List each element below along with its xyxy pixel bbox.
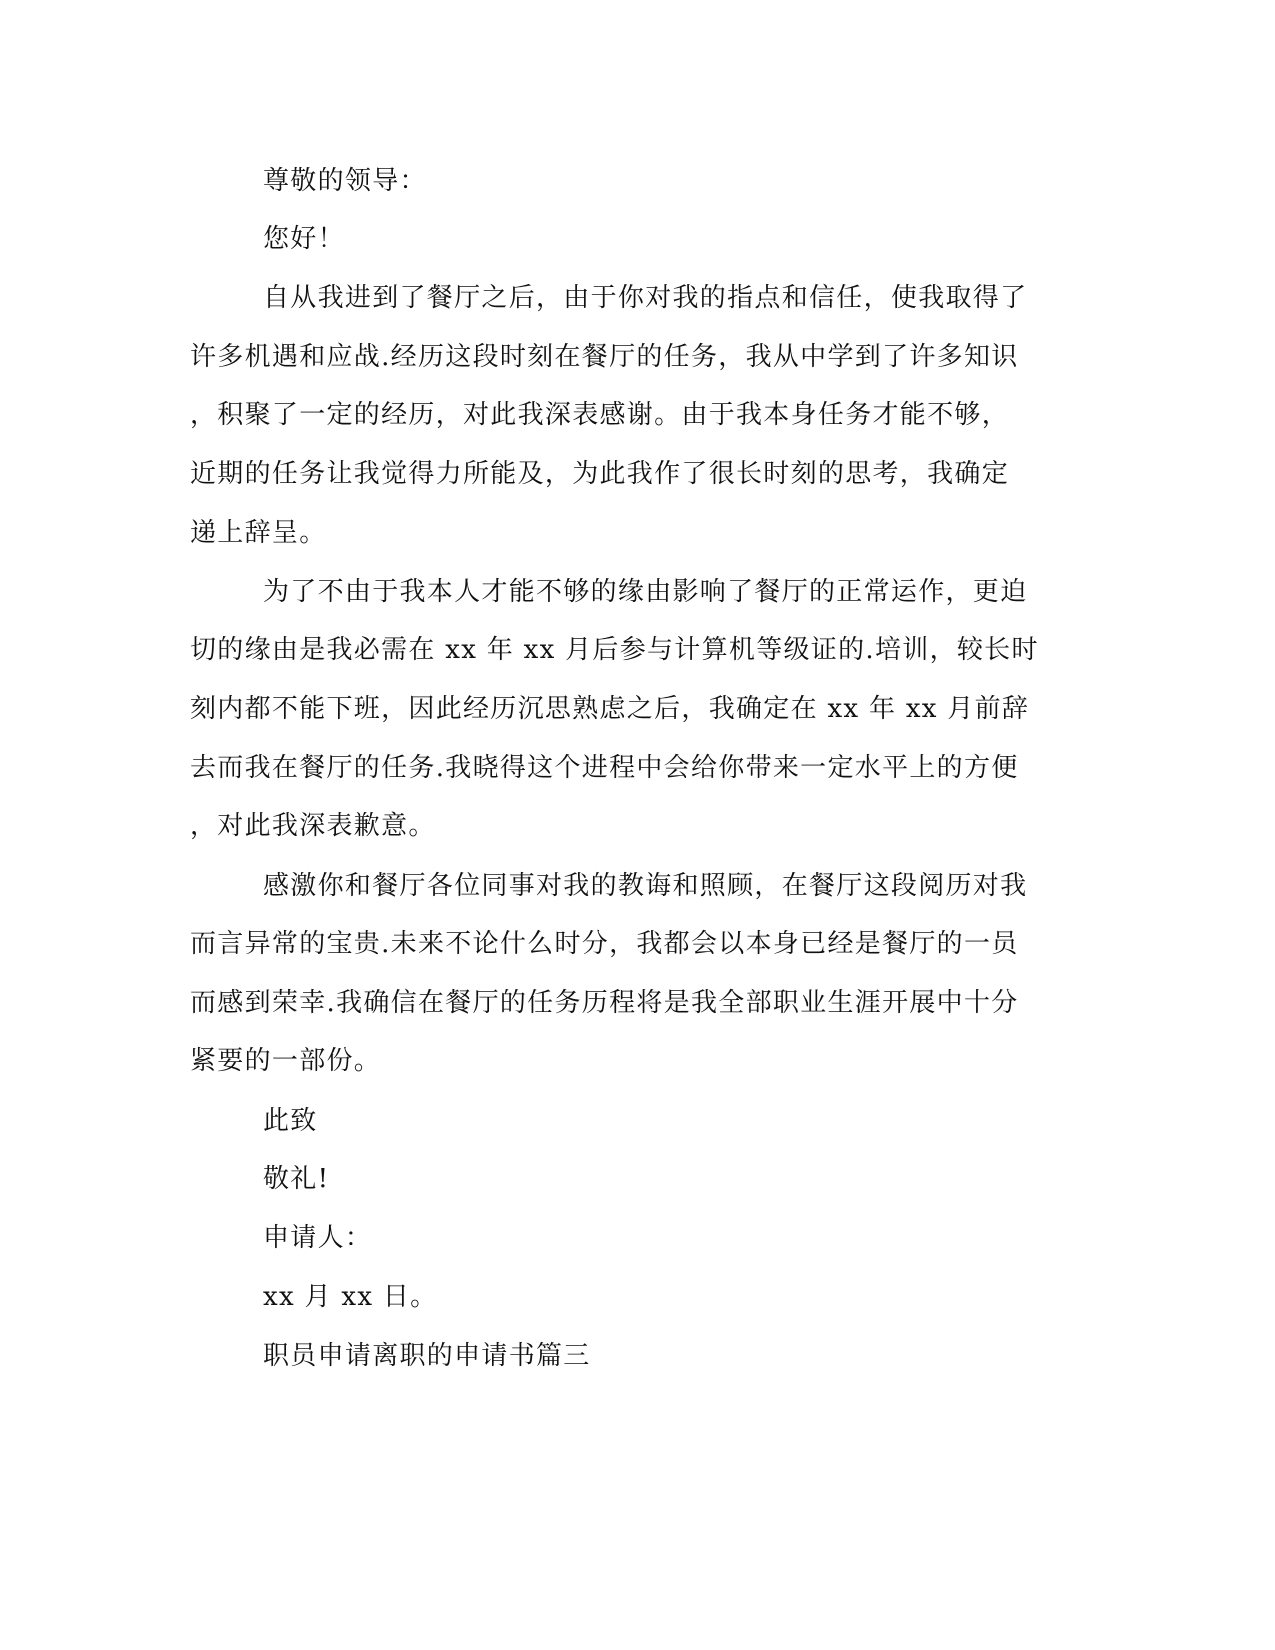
paragraph-3-line-2: 而言异常的宝贵.未来不论什么时分，我都会以本身已经是餐厅的一员 bbox=[190, 929, 1019, 959]
paragraph-2-line-2: 切的缘由是我必需在 xx 年 xx 月后参与计算机等级证的.培训，较长时 bbox=[190, 635, 1039, 665]
paragraph-1-line-2: 许多机遇和应战.经历这段时刻在餐厅的任务，我从中学到了许多知识 bbox=[190, 342, 1019, 372]
date-line: xx 月 xx 日。 bbox=[263, 1282, 438, 1312]
paragraph-2-line-1: 为了不由于我本人才能不够的缘由影响了餐厅的正常运作，更迫 bbox=[263, 577, 1028, 607]
paragraph-1-line-1: 自从我进到了餐厅之后，由于你对我的指点和信任，使我取得了 bbox=[263, 283, 1028, 313]
next-section-heading: 职员申请离职的申请书篇三 bbox=[263, 1341, 591, 1371]
paragraph-3-line-4: 紧要的一部份。 bbox=[190, 1046, 382, 1076]
paragraph-1-line-3: ，积聚了一定的经历，对此我深表感谢。由于我本身任务才能不够， bbox=[190, 400, 1010, 430]
paragraph-3-line-3: 而感到荣幸.我确信在餐厅的任务历程将是我全部职业生涯开展中十分 bbox=[190, 988, 1019, 1018]
applicant-label: 申请人： bbox=[263, 1223, 373, 1253]
greeting: 您好！ bbox=[263, 224, 345, 254]
closing-ci-zhi: 此致 bbox=[263, 1106, 318, 1136]
paragraph-3-line-1: 感激你和餐厅各位同事对我的教诲和照顾，在餐厅这段阅历对我 bbox=[263, 871, 1028, 901]
paragraph-1-line-4: 近期的任务让我觉得力所能及，为此我作了很长时刻的思考，我确定 bbox=[190, 459, 1010, 489]
paragraph-1-line-5: 递上辞呈。 bbox=[190, 518, 327, 548]
paragraph-2-line-4: 去而我在餐厅的任务.我晓得这个进程中会给你带来一定水平上的方便 bbox=[190, 753, 1019, 783]
paragraph-2-line-3: 刻内都不能下班，因此经历沉思熟虑之后，我确定在 xx 年 xx 月前辞 bbox=[190, 694, 1030, 724]
salutation: 尊敬的领导： bbox=[263, 166, 427, 196]
closing-jing-li: 敬礼! bbox=[263, 1164, 330, 1194]
paragraph-2-line-5: ，对此我深表歉意。 bbox=[190, 811, 436, 841]
